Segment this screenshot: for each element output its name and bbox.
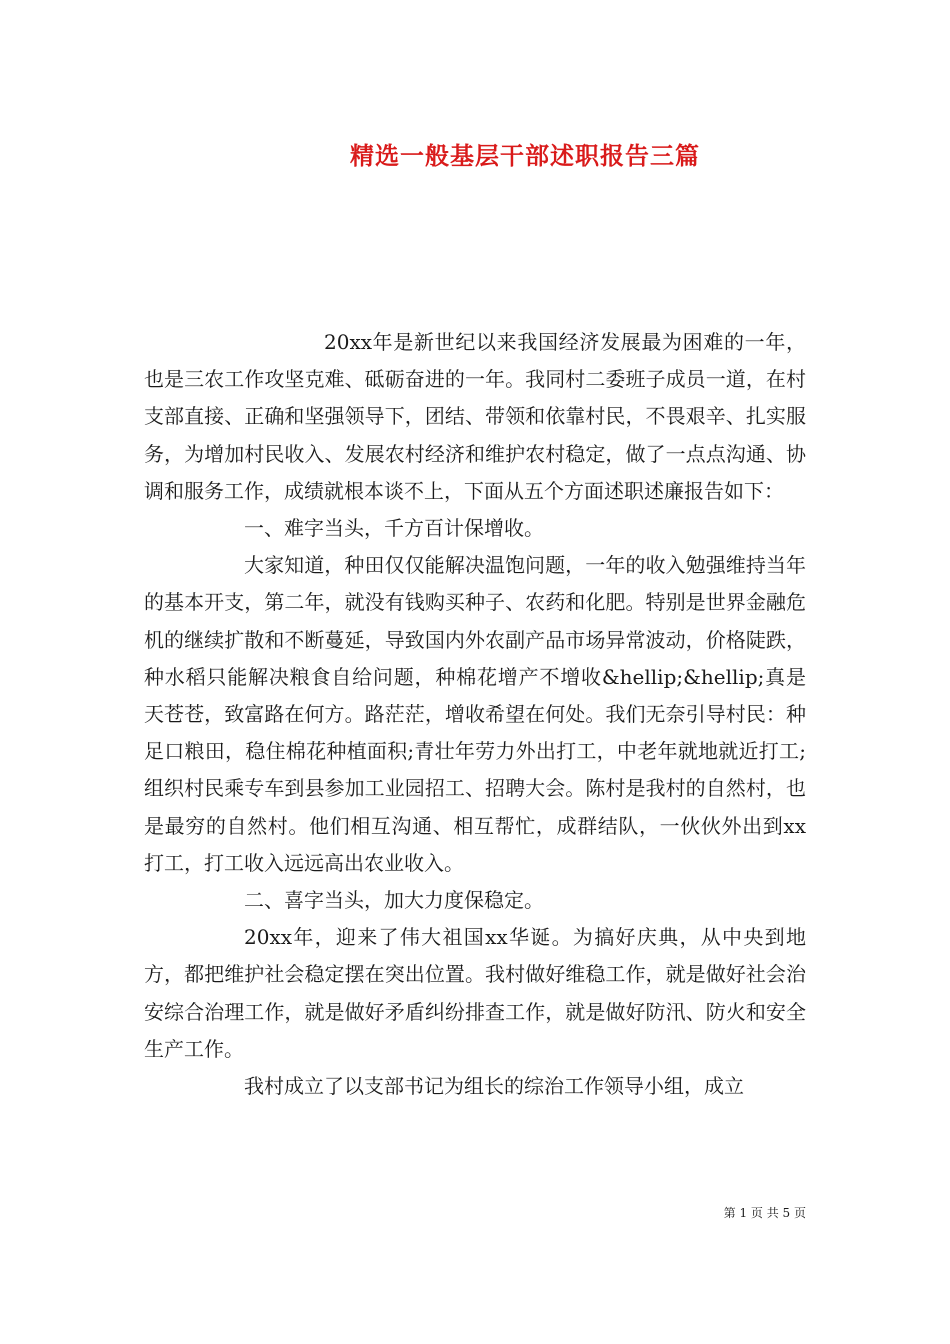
paragraph-section-2: 20xx年，迎来了伟大祖国xx华诞。为搞好庆典，从中央到地方，都把维护社会稳定摆在突出位置。我村做好维稳工作，就是做好社会治安综合治理工作，就是做好矛盾纠纷排查工作，就是做好防汛、防火和安全生产工作。 (144, 925, 806, 1061)
paragraph-section-1: 大家知道，种田仅仅能解决温饱问题，一年的收入勉强维持当年的基本开支，第二年，就没有钱购买种子、农药和化肥。特别是世界金融危机的继续扩散和不断蔓延，导致国内外农副产品市场异常波动，价格陡跌，种水稻只能解决粮食自给问题，种棉花增产不增收&hellip;&hellip;真是天苍苍，致富路在何方。路茫茫，增收希望在何处。我们无奈引导村民：种足口粮田，稳住棉花种植面积;青壮年劳力外出打工，中老年就地就近打工;组织村民乘专车到县参加工业园招工、招聘大会。陈村是我村的自然村，也是最穷的自然村。他们相互沟通、相互帮忙，成群结队，一伙伙外出到xx打工，打工收入远远高出农业收入。 (144, 553, 806, 875)
document-body (144, 324, 806, 1105)
section-heading-1: 一、难字当头，千方百计保增收。 (244, 516, 544, 541)
section-heading-2: 二、喜字当头，加大力度保稳定。 (244, 888, 544, 913)
document-title: 精选一般基层干部述职报告三篇 (350, 141, 700, 170)
paragraph-section-2-cont: 我村成立了以支部书记为组长的综治工作领导小组，成立 (244, 1074, 744, 1099)
paragraph-intro: 20xx年是新世纪以来我国经济发展最为困难的一年，也是三农工作攻坚克难、砥砺奋进的一年。我同村二委班子成员一道，在村支部直接、正确和坚强领导下，团结、带领和依靠村民，不畏艰辛、扎实服务，为增加村民收入、发展农村经济和维护农村稳定，做了一点点沟通、协调和服务工作，成绩就根本谈不上，下面从五个方面述职述廉报告如下： (144, 330, 806, 503)
page-footer: 第 1 页 共 5 页 (723, 1206, 806, 1220)
